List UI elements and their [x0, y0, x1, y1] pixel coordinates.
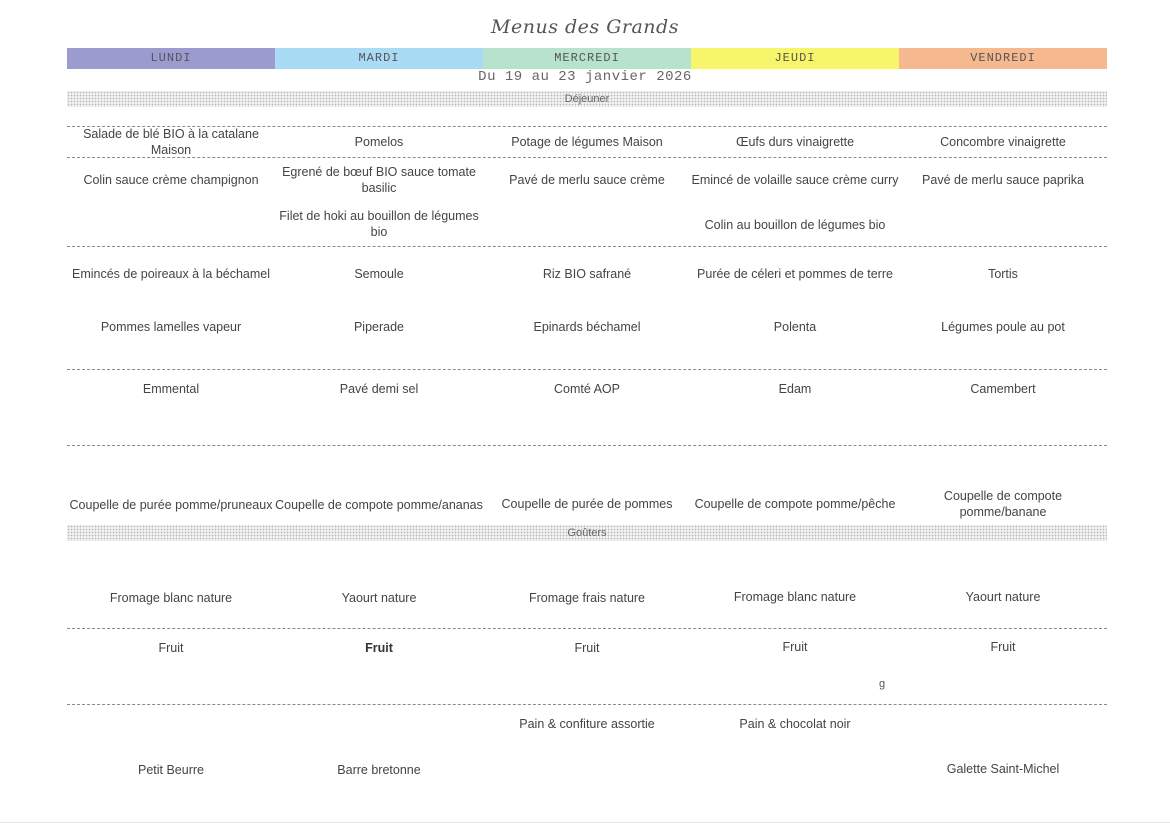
side-thursday: Purée de céleri et pommes de terre: [697, 267, 893, 281]
day-friday: VENDREDI: [899, 48, 1107, 69]
dessert-wednesday: Coupelle de purée de pommes: [501, 497, 673, 511]
cheese-wednesday: Comté AOP: [554, 382, 620, 396]
day-thursday: JEUDI: [691, 48, 899, 69]
snack-biscuit-monday: Petit Beurre: [137, 763, 204, 777]
dessert-monday: Coupelle de purée pomme/pruneaux: [69, 498, 273, 512]
cheese-monday: Emmental: [142, 382, 200, 396]
cheese-tuesday: Pavé demi sel: [339, 382, 419, 396]
main-friday: Pavé de merlu sauce paprika: [922, 173, 1084, 187]
snack-section-band: Goûters: [67, 525, 1107, 541]
snack-fruit-monday: Fruit: [158, 641, 184, 655]
snack-fruit-thursday: Fruit: [782, 640, 808, 654]
side2-tuesday: Piperade: [353, 320, 405, 334]
day-wednesday: MERCREDI: [483, 48, 691, 69]
divider: [67, 246, 1107, 247]
snack-biscuit-tuesday: Barre bretonne: [337, 763, 421, 777]
snack-bread-wednesday: Pain & confiture assortie: [519, 717, 655, 731]
snack-fruit-friday: Fruit: [990, 640, 1016, 654]
cheese-friday: Camembert: [970, 382, 1036, 396]
side2-friday: Légumes poule au pot: [941, 320, 1065, 334]
starter-thursday: Œufs durs vinaigrette: [735, 135, 855, 149]
side-friday: Tortis: [988, 267, 1018, 281]
stray-mark: g: [879, 678, 886, 690]
snack-dairy-thursday: Fromage blanc nature: [733, 590, 857, 604]
main-wednesday: Pavé de merlu sauce crème: [509, 173, 665, 187]
cheese-thursday: Edam: [778, 382, 812, 396]
dessert-tuesday: Coupelle de compote pomme/ananas: [275, 498, 483, 512]
snack-bread-thursday: Pain & chocolat noir: [739, 717, 851, 731]
dessert-friday: Coupelle de compote pomme/banane: [943, 489, 1063, 519]
divider: [67, 704, 1107, 705]
lunch-section-band: Déjeuner: [67, 91, 1107, 107]
divider: [67, 369, 1107, 370]
alt-main-thursday: Colin au bouillon de légumes bio: [704, 218, 886, 232]
side-wednesday: Riz BIO safrané: [542, 267, 632, 281]
side2-thursday: Polenta: [773, 320, 817, 334]
side2-wednesday: Epinards béchamel: [533, 320, 641, 334]
snack-dairy-tuesday: Yaourt nature: [341, 591, 417, 605]
snack-fruit-tuesday: Fruit: [365, 641, 393, 655]
side-tuesday: Semoule: [354, 267, 404, 281]
starter-wednesday: Potage de légumes Maison: [511, 135, 663, 149]
starter-friday: Concombre vinaigrette: [940, 135, 1066, 149]
divider: [67, 445, 1107, 446]
main-monday: Colin sauce crème champignon: [83, 173, 259, 187]
snack-biscuit-friday: Galette Saint-Michel: [946, 762, 1060, 776]
dessert-thursday: Coupelle de compote pomme/pêche: [694, 497, 896, 511]
main-tuesday: Egrené de bœuf BIO sauce tomate basilic: [282, 165, 476, 195]
main-thursday: Emincé de volaille sauce crème curry: [691, 173, 899, 187]
starter-tuesday: Pomelos: [354, 135, 404, 149]
starter-monday: Salade de blé BIO à la catalane Maison: [83, 127, 259, 157]
side-monday: Emincés de poireaux à la béchamel: [71, 267, 271, 281]
weekday-header: [67, 48, 1107, 69]
snack-dairy-wednesday: Fromage frais nature: [528, 591, 646, 605]
day-monday: LUNDI: [67, 48, 275, 69]
day-tuesday: MARDI: [275, 48, 483, 69]
scan-edge: [0, 822, 1170, 823]
menu-title: Menus des Grands: [491, 16, 679, 38]
alt-main-tuesday: Filet de hoki au bouillon de légumes bio: [279, 209, 479, 239]
snack-fruit-wednesday: Fruit: [574, 641, 600, 655]
date-range: Du 19 au 23 janvier 2026: [478, 69, 692, 85]
side2-monday: Pommes lamelles vapeur: [100, 320, 242, 334]
snack-dairy-monday: Fromage blanc nature: [109, 591, 233, 605]
snack-dairy-friday: Yaourt nature: [965, 590, 1041, 604]
divider: [67, 628, 1107, 629]
